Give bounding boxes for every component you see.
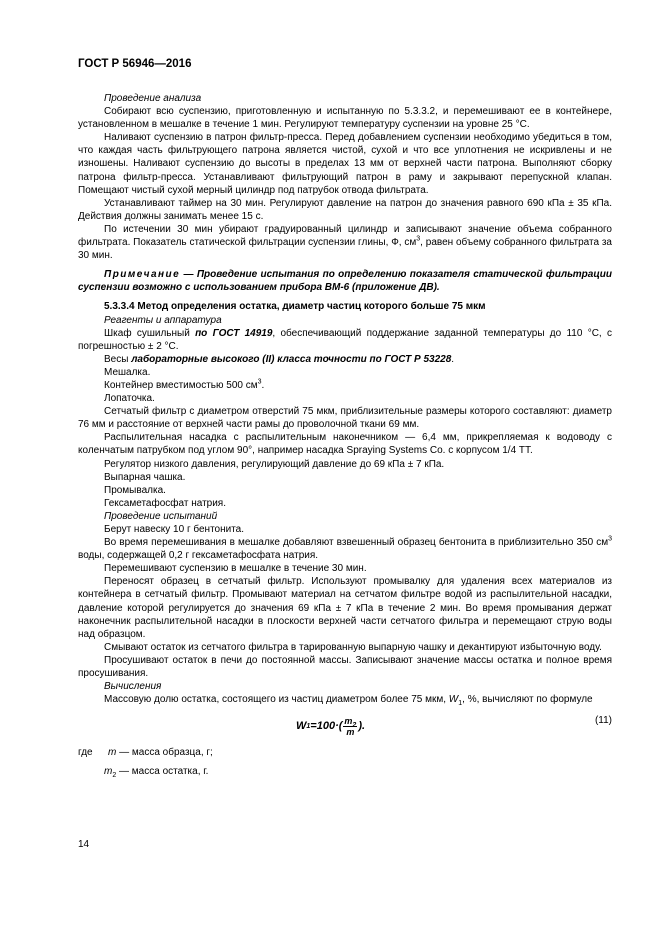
note-text: — Проведение испытания по определению показателя статической фильтрации суспензии возможно с использованием прибора ВМ-6 (приложение ДВ). bbox=[78, 269, 612, 294]
legend-row: где m — масса образца, г; bbox=[78, 747, 213, 759]
paragraph: Во время перемешивания в мешалке добавляют взвешенный образец бентонита в приблизительно 350 $см^3$ воды, содержащей 0,2 г гексаметафосфата натрия. bbox=[78, 535, 612, 562]
page-content bbox=[78, 92, 612, 779]
paragraph: Берут навеску 10 г бентонита. bbox=[104, 524, 245, 535]
list-item: Выпарная чашка. bbox=[104, 471, 186, 483]
list-item: Мешалка. bbox=[104, 366, 151, 378]
paragraph: Массовую долю остатка, состоящего из частиц диаметром более 75 мкм, $W_1$, %, вычисляют по формуле bbox=[104, 694, 593, 708]
paragraph: Перемешивают суспензию в мешалке в течение 30 мин. bbox=[104, 563, 367, 575]
paragraph: Смывают остаток из сетчатого фильтра в тарированную выпарную чашку и декантируют избыточную воду. bbox=[104, 641, 602, 653]
paragraph: Просушивают остаток в печи до постоянной массы. Записывают значение массы остатка и полное время просушивания. bbox=[78, 654, 612, 680]
list-item: Промывалка. bbox=[104, 484, 166, 496]
legend-row: $m_2$ — масса остатка, г. bbox=[104, 766, 209, 780]
page-number: 14 bbox=[78, 839, 90, 850]
list-item: Лопаточка. bbox=[104, 393, 155, 405]
paragraph: Собирают всю суспензию, приготовленную и испытанную по 5.3.3.2, и перемешивают ее в контейнере, установленном в мешалке в течение 1 мин. Регулируют температуру суспензии на уровне 25 °С. bbox=[78, 106, 612, 131]
document-header: ГОСТ Р 56946—2016 bbox=[78, 58, 192, 70]
formula-expression: W 1 =100·( $\frac{m_2}{m}$ ). bbox=[296, 716, 366, 738]
section-subtitle: Проведение анализа bbox=[104, 93, 202, 104]
paragraph: По истечении 30 мин убирают градуированный цилиндр и записывают значение объема собранного фильтрата. Показатель статической фильтрации суспензии глины, Ф, $см^3$, равен объему собранного фильтрата за 30 мин. bbox=[78, 223, 612, 262]
paragraph: Устанавливают таймер на 30 мин. Регулируют давление на патрон до значения равного 690 кПа ± 35 кПа. Действия должны занимать менее 15 с. bbox=[78, 197, 612, 222]
section-subtitle: Реагенты и аппаратура bbox=[104, 314, 222, 326]
paragraph: Наливают суспензию в патрон фильтр-пресса. Перед добавлением суспензии необходимо убедиться в том, что каждая часть фильтрующего патрона является чистой, сухой и что все уплотнения не искривлены и не изношены. Наливают суспензию до высоты в пределах 13 мм от верхней части патрона. Выполняют сборку патрона фильтр-пресса. Устанавливают фильтрующий патрон в раму и закрывают перепускной клапан. Помещают чистый сухой мерный цилиндр под патрубок отвода фильтрата. bbox=[78, 132, 612, 196]
list-item: Весы лабораторные высокого (II) класса точности по ГОСТ Р 53228. bbox=[104, 353, 455, 365]
list-item: Контейнер вместимостью 500 $см^3$. bbox=[104, 378, 265, 391]
list-item: Шкаф сушильный по ГОСТ 14919, обеспечивающий поддержание заданной температуры до 110 °С, с погрешностью ± 2 °С. bbox=[78, 327, 612, 352]
list-item: Распылительная насадка с распылительным наконечником — 6,4 мм, прикрепляемая к водоводу с коленчатым патрубком под углом 90°, например насадка Spraying Systems Co. с корпусом 1/4 ТТ. bbox=[78, 432, 612, 457]
note-label: Примечание bbox=[104, 269, 181, 281]
list-item: Регулятор низкого давления, регулирующий давление до 69 кПа ± 7 кПа. bbox=[104, 458, 445, 470]
formula bbox=[78, 710, 612, 742]
paragraph: Переносят образец в сетчатый фильтр. Используют промывалку для удаления всех материалов из контейнера в сетчатый фильтр. Промывают материал на сетчатом фильтре водой из распылительной насадки, давление которой регулируется до значения 69 кПа ± 7 кПа в течение 2 мин. Во время промывания держат наконечник распылительной насадки в плоскости верхней части сетчатого фильтра и перемещают струю воды над образцом. bbox=[78, 576, 612, 640]
section-subtitle: Вычисления bbox=[104, 681, 162, 693]
formula-legend bbox=[78, 746, 612, 778]
note bbox=[78, 268, 612, 294]
formula-fraction: $\frac{m_2}{m}$ bbox=[344, 716, 357, 738]
list-item: Гексаметафосфат натрия. bbox=[104, 497, 226, 509]
list-item: Сетчатый фильтр с диаметром отверстий 75 мкм, приблизительные размеры которого составляют: диаметр 76 мм и расстояние от верхней части рамы до проволочной ткани 69 мм. bbox=[78, 406, 612, 431]
formula-number: (11) bbox=[594, 715, 612, 727]
section-subtitle: Проведение испытаний bbox=[104, 510, 218, 522]
section-heading: 5.3.3.4 Метод определения остатка, диаметр частиц которого больше 75 мкм bbox=[104, 301, 486, 313]
